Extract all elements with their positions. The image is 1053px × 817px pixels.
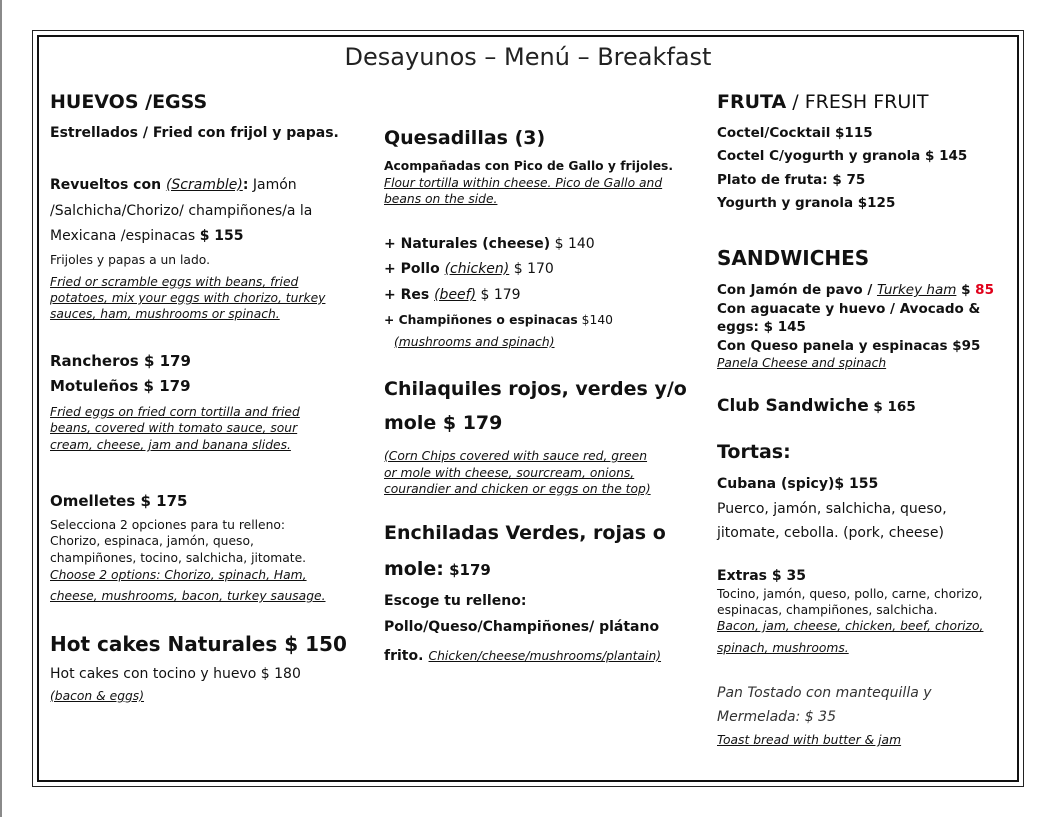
chilaquiles-en-1: (Corn Chips covered with sauce red, green [384, 449, 648, 463]
item-pan-tostado-1: Pan Tostado con mantequilla y [717, 685, 932, 701]
item-champinones [384, 313, 613, 327]
item-coctel: Coctel/Cocktail $115 [717, 125, 873, 141]
item-aguacate-2: eggs: $ 145 [717, 319, 806, 335]
cubana-desc-2: jitomate, cebolla. (pork, cheese) [717, 525, 944, 541]
item-rancheros: Rancheros $ 179 [50, 352, 191, 370]
section-enchiladas-title-2 [384, 558, 491, 580]
item-pollo [384, 261, 554, 277]
section-fruta-title [717, 91, 928, 113]
omelletes-es-3: champiñones, tocino, salchicha, jitomate. [50, 551, 307, 565]
enchiladas-relleno-en: Chicken/cheese/mushrooms/plantain) [428, 649, 662, 663]
champinones-en: (mushrooms and spinach) [394, 335, 555, 349]
extras-en-1: Bacon, jam, cheese, chicken, beef, chorizo, [717, 619, 984, 633]
item-aguacate-1: Con aguacate y huevo / Avocado & [717, 301, 981, 317]
chilaquiles-en-3: courandier and chicken or eggs on the top) [384, 482, 651, 496]
fruta-rest: / FRESH FRUIT [786, 91, 929, 113]
jamon-label: Con Jamón de pavo / [717, 282, 877, 298]
item-jamon-pavo [717, 282, 994, 298]
item-res [384, 287, 521, 303]
item-cubana [717, 476, 878, 492]
section-enchiladas-title-1: Enchiladas Verdes, rojas o [384, 522, 666, 544]
cubana-label: Cubana (spicy) [717, 476, 835, 492]
res-label: + Res [384, 287, 435, 303]
cubana-price: $ 155 [834, 476, 879, 492]
section-huevos-title: HUEVOS /EGSS [50, 91, 208, 113]
enchiladas-relleno-line-2 [384, 645, 661, 664]
section-chilaquiles-title-1: Chilaquiles rojos, verdes y/o [384, 378, 687, 400]
quesadillas-en-1: Flour tortilla within cheese. Pico de Gallo and [384, 176, 663, 190]
item-extras: Extras $ 35 [717, 568, 806, 584]
item-coctel-yogurth: Coctel C/yogurth y granola $ 145 [717, 148, 968, 164]
item-estrellados: Estrellados / Fried con frijol y papas. [50, 125, 339, 141]
omelletes-es-2: Chorizo, espinaca, jamón, queso, [50, 534, 254, 548]
fruta-bold: FRUTA [717, 91, 787, 113]
revueltos-en-1: Fried or scramble eggs with beans, fried [50, 275, 299, 289]
item-plato-fruta: Plato de fruta: $ 75 [717, 172, 866, 188]
club-label: Club Sandwiche [717, 396, 869, 416]
res-en: (beef) [434, 287, 477, 303]
revueltos-line-3 [50, 228, 244, 244]
revueltos-en-2: potatoes, mix your eggs with chorizo, turkey [50, 291, 326, 305]
pollo-label: + Pollo [384, 261, 445, 277]
hotcakes-en: (bacon & eggs) [50, 689, 145, 703]
enchiladas-escoge: Escoge tu relleno: [384, 593, 527, 609]
enchiladas-mole: mole: [384, 558, 444, 580]
item-pan-tostado-2: Mermelada: $ 35 [717, 709, 836, 725]
jamon-dollar: $ [956, 282, 976, 298]
revueltos-desc-2: /Salchicha/Chorizo/ champiñones/a la [50, 203, 313, 219]
omelletes-es-1: Selecciona 2 opciones para tu relleno: [50, 518, 286, 532]
revueltos-price: $ 155 [199, 228, 244, 244]
enchiladas-relleno-2: frito. [384, 648, 424, 664]
item-revueltos [50, 177, 297, 193]
menu-page [32, 30, 1024, 787]
jamon-en: Turkey ham [876, 282, 957, 298]
omelletes-en-2: cheese, mushrooms, bacon, turkey sausage. [50, 589, 326, 603]
page-title: Desayunos – Menú – Breakfast [344, 43, 712, 71]
item-omelletes: Omelletes $ 175 [50, 492, 188, 510]
revueltos-colon: : [242, 177, 249, 193]
revueltos-label: Revueltos con [50, 177, 166, 193]
section-tortas-title: Tortas: [717, 441, 791, 463]
revueltos-desc-1: Jamón [248, 177, 297, 193]
pollo-price: $ 170 [509, 261, 554, 277]
motulenos-en-2: beans, covered with tomato sauce, sour [50, 421, 298, 435]
revueltos-desc-3: Mexicana /espinacas [50, 228, 200, 244]
left-margin-line [0, 0, 2, 817]
cubana-desc-1: Puerco, jamón, salchicha, queso, [717, 501, 947, 517]
champinones-label: + Champiñones o espinacas [384, 313, 578, 327]
motulenos-en-3: cream, cheese, jam and banana slides. [50, 438, 291, 452]
quesadillas-en-2: beans on the side. [384, 192, 498, 206]
pollo-en: (chicken) [444, 261, 510, 277]
revueltos-scramble: (Scramble) [165, 177, 243, 193]
revueltos-en-3: sauces, ham, mushrooms or spinach. [50, 307, 280, 321]
section-quesadillas-title: Quesadillas (3) [384, 127, 546, 149]
res-price: $ 179 [476, 287, 521, 303]
extras-en-2: spinach, mushrooms. [717, 641, 849, 655]
quesadillas-acomp: Acompañadas con Pico de Gallo y frijoles. [384, 159, 674, 173]
section-sandwiches-title: SANDWICHES [717, 246, 870, 270]
extras-es-1: Tocino, jamón, queso, pollo, carne, chorizo, [717, 587, 983, 601]
chilaquiles-en-2: or mole with cheese, sourcream, onions, [384, 466, 635, 480]
item-club-sandwiche [717, 396, 916, 416]
hotcakes-tocino: Hot cakes con tocino y huevo $ 180 [50, 666, 301, 682]
naturales-label: + Naturales (cheese) [384, 236, 551, 252]
item-motulenos: Motuleños $ 179 [50, 377, 191, 395]
queso-panela-en: Panela Cheese and spinach [717, 356, 887, 370]
revueltos-side: Frijoles y papas a un lado. [50, 253, 210, 267]
omelletes-en-1: Choose 2 options: Chorizo, spinach, Ham, [50, 568, 307, 582]
club-price: $ 165 [868, 399, 916, 415]
extras-es-2: espinacas, champiñones, salchicha. [717, 603, 938, 617]
item-naturales [384, 236, 595, 252]
section-chilaquiles-title-2: mole $ 179 [384, 412, 503, 434]
jamon-price: 85 [975, 282, 994, 298]
motulenos-en-1: Fried eggs on fried corn tortilla and fried [50, 405, 300, 419]
pan-tostado-en: Toast bread with butter & jam [717, 733, 902, 747]
champinones-price: $140 [577, 313, 613, 327]
naturales-price: $ 140 [550, 236, 595, 252]
item-hotcakes: Hot cakes Naturales $ 150 [50, 632, 347, 656]
enchiladas-price: $179 [443, 561, 491, 579]
enchiladas-relleno-1: Pollo/Queso/Champiñones/ plátano [384, 619, 660, 635]
item-yogurth-granola: Yogurth y granola $125 [717, 195, 896, 211]
item-queso-panela: Con Queso panela y espinacas $95 [717, 338, 981, 354]
